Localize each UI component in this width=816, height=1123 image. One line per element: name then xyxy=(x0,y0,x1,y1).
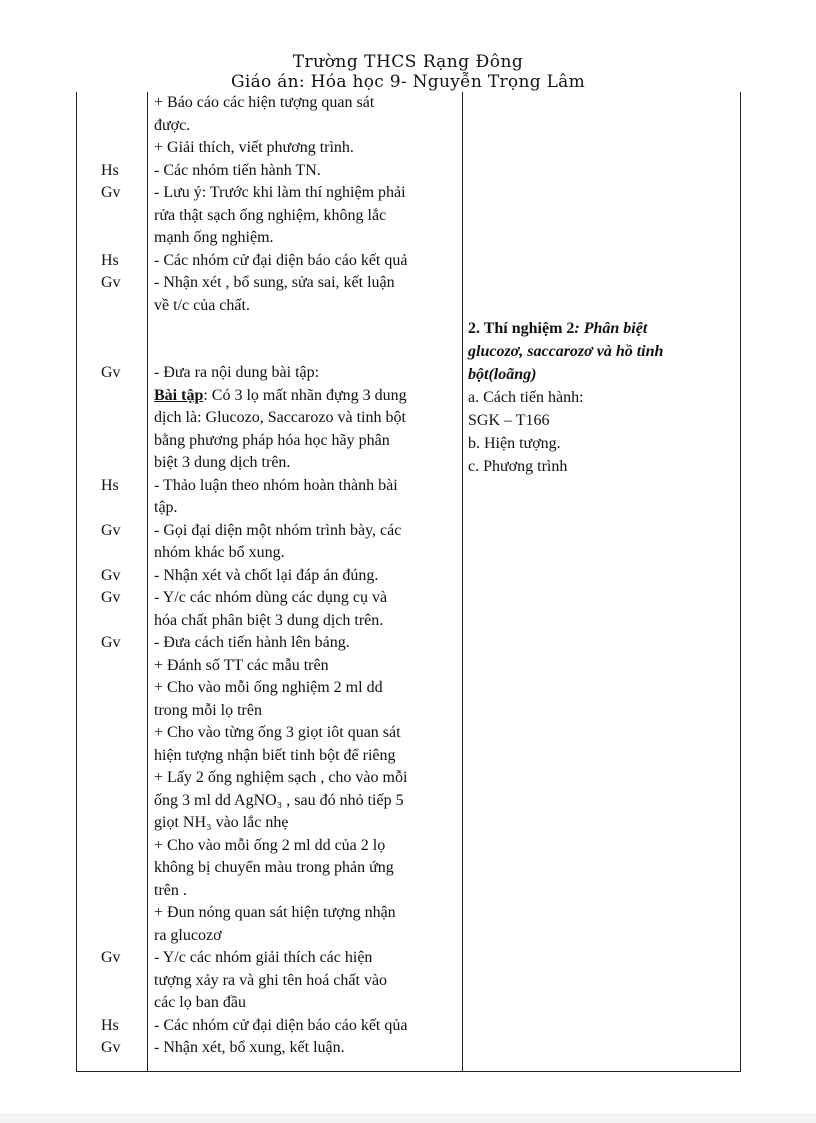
row-role: Gv xyxy=(101,566,121,584)
table-divider-2 xyxy=(462,92,463,1072)
row-role: Gv xyxy=(101,364,121,381)
table-bottom-border xyxy=(76,1071,741,1072)
header-lesson-plan: Giáo án: Hóa học 9- Nguyễn Trọng Lâm xyxy=(230,72,586,92)
row-activity: + Đun nóng quan sát hiện tượng nhận xyxy=(154,904,396,921)
row-activity: về t/c của chất. xyxy=(154,296,250,314)
row-activity: - Y/c các nhóm dùng các dụng cụ và xyxy=(154,589,388,606)
row-activity: + Cho vào mỗi ống nghiệm 2 ml dd xyxy=(154,679,383,696)
row-activity: + Giải thích, viết phương trình. xyxy=(154,139,354,156)
row-activity: - Gọi đại diện một nhóm trình bày, các xyxy=(154,521,402,539)
row-activity: - Nhận xét và chốt lại đáp án đúng. xyxy=(154,566,379,584)
row-activity: - Đưa ra nội dung bài tập: xyxy=(154,364,320,381)
row-activity: không bị chuyển màu trong phản ứng xyxy=(154,859,394,876)
row-activity: ống 3 ml dd AgNO₃ , sau đó nhỏ tiếp 5 xyxy=(154,791,404,809)
row-role: Gv xyxy=(101,949,121,966)
page-bottom-strip xyxy=(0,1113,816,1123)
row-role: Gv xyxy=(101,521,121,539)
experiment-number: 2. Thí nghiệm 2 xyxy=(468,320,575,337)
row-role: Hs xyxy=(101,251,119,269)
row-activity: trên . xyxy=(154,881,187,899)
step-a: a. Cách tiến hành: xyxy=(468,389,584,406)
row-role: Gv xyxy=(101,634,121,651)
experiment-title-line3: bột(loãng) xyxy=(468,366,537,383)
experiment-title xyxy=(468,318,738,341)
row-activity: + Báo cáo các hiện tượng quan sát xyxy=(154,94,375,111)
lesson-table xyxy=(76,92,741,1072)
exercise-label: Bài tập xyxy=(154,386,204,404)
row-activity xyxy=(154,385,454,408)
row-activity: - Các nhóm cử đại diện báo cáo kết quả xyxy=(154,251,408,269)
row-role: Gv xyxy=(101,589,121,606)
row-role: Gv xyxy=(101,1039,121,1056)
row-activity: - Nhận xét, bổ xung, kết luận. xyxy=(154,1039,345,1056)
row-activity: tượng xảy ra và ghi tên hoá chất vào xyxy=(154,971,388,989)
row-activity: + Đánh số TT các mẫu trên xyxy=(154,656,329,674)
row-activity: - Y/c các nhóm giải thích các hiện xyxy=(154,949,373,966)
row-activity: + Lấy 2 ống nghiệm sạch , cho vào mỗi xyxy=(154,769,408,786)
step-b: b. Hiện tượng. xyxy=(468,435,561,452)
step-c: c. Phương trình xyxy=(468,458,568,475)
row-activity: rửa thật sạch ống nghiệm, không lắc xyxy=(154,206,387,224)
header-school: Trường THCS Rạng Đông xyxy=(292,52,524,72)
row-role: Hs xyxy=(101,476,119,494)
row-activity: hóa chất phân biệt 3 dung dịch trên. xyxy=(154,611,384,629)
row-role: Gv xyxy=(101,184,121,201)
row-activity: nhóm khác bổ xung. xyxy=(154,544,285,561)
table-left-border xyxy=(76,92,77,1072)
row-activity: hiện tượng nhận biết tinh bột để riêng xyxy=(154,746,396,764)
row-activity: ra glucozơ xyxy=(154,926,222,944)
row-role: Hs xyxy=(101,161,119,179)
row-activity: bằng phương pháp hóa học hãy phân xyxy=(154,431,390,449)
row-activity: - Đưa cách tiến hành lên bảng. xyxy=(154,634,350,651)
row-role: Gv xyxy=(101,274,121,291)
row-activity: trong mỗi lọ trên xyxy=(154,701,262,719)
row-activity: giọt NH₃ vào lắc nhẹ xyxy=(154,814,289,831)
row-activity: + Cho vào từng ống 3 giọt iôt quan sát xyxy=(154,724,401,741)
row-activity: biệt 3 dung dịch trên. xyxy=(154,454,291,471)
row-activity: tập. xyxy=(154,499,178,516)
row-role: Hs xyxy=(101,1016,119,1034)
row-activity: - Nhận xét , bổ sung, sửa sai, kết luận xyxy=(154,274,395,291)
row-activity: + Cho vào mỗi ống 2 ml dd của 2 lọ xyxy=(154,836,386,854)
row-activity: dịch là: Glucozo, Saccarozo và tinh bột xyxy=(154,409,406,426)
table-right-border xyxy=(740,92,741,1072)
row-activity: được. xyxy=(154,116,191,134)
experiment-title-line2: glucozơ, saccarozơ và hồ tinh xyxy=(468,343,664,360)
experiment-title-text: : Phân biệt xyxy=(574,320,648,337)
exercise-text: : Có 3 lọ mất nhãn đựng 3 dung xyxy=(203,386,407,404)
row-activity: - Các nhóm tiến hành TN. xyxy=(154,161,321,179)
step-a-ref: SGK – T166 xyxy=(468,412,550,429)
row-activity: mạnh ống nghiệm. xyxy=(154,229,274,246)
row-activity: các lọ ban đầu xyxy=(154,994,246,1011)
row-activity: - Thảo luận theo nhóm hoàn thành bài xyxy=(154,476,398,494)
row-activity: - Lưu ý: Trước khi làm thí nghiệm phải xyxy=(154,184,406,201)
row-activity: - Các nhóm cử đại diện báo cáo kết qủa xyxy=(154,1016,408,1034)
